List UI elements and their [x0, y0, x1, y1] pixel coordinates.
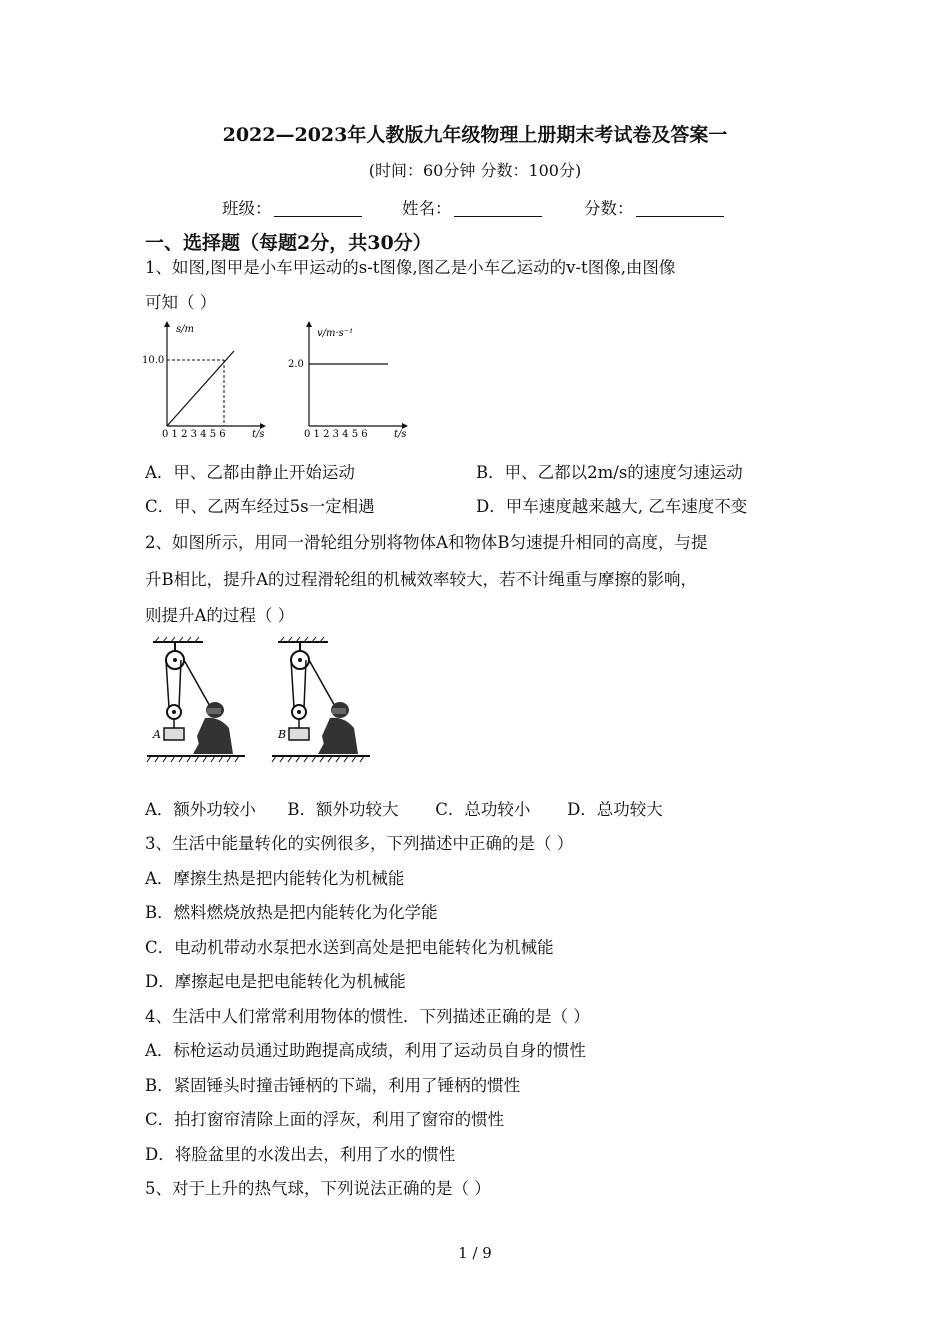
name-label: 姓名： — [402, 199, 452, 218]
vt-y-arrow — [306, 321, 312, 327]
pulley-figure-a — [145, 636, 250, 768]
st-graph — [140, 318, 270, 440]
q2-options: A．额外功较小 B．额外功较大 C．总功较小 D．总功较大 — [145, 800, 663, 819]
st-y-arrow — [164, 321, 170, 327]
section-heading: 一、选择题（每题2分，共30分） — [145, 232, 432, 254]
vt-xticks: 0 1 2 3 4 5 6 — [304, 429, 368, 440]
q2-stem-line2: 升B相比，提升A的过程滑轮组的机械效率较大，若不计绳重与摩擦的影响， — [145, 570, 698, 589]
q1-option-b: B．甲、乙都以2m/s的速度匀速运动 — [476, 463, 743, 482]
object-a-label: A — [153, 728, 161, 741]
q4-option-c: C．拍打窗帘清除上面的浮灰，利用了窗帘的惯性 — [145, 1110, 505, 1129]
q1-stem-line1: 1、如图,图甲是小车甲运动的s-t图像,图乙是小车乙运动的v-t图像,由图像 — [145, 258, 676, 277]
q1-option-a: A．甲、乙都由静止开始运动 — [145, 463, 355, 482]
class-field — [222, 195, 362, 219]
q1-option-d: D．甲车速度越来越大, 乙车速度不变 — [476, 497, 748, 516]
page-number: 1 / 9 — [458, 1244, 492, 1262]
name-blank — [454, 200, 542, 217]
object-b-label: B — [278, 728, 287, 741]
st-ylabel: s/m — [176, 324, 194, 335]
st-xlabel: t/s — [252, 429, 265, 440]
pulley-figure-b — [270, 636, 375, 768]
score-blank — [636, 200, 724, 217]
st-yvalue: 10.0 — [142, 355, 165, 366]
q5-stem: 5、对于上升的热气球，下列说法正确的是（ ） — [145, 1179, 491, 1198]
vt-ylabel: v/m·s⁻¹ — [317, 328, 354, 339]
exam-title: 2022—2023年人教版九年级物理上册期末考试卷及答案一 — [222, 124, 728, 146]
q3-option-d: D．摩擦起电是把电能转化为机械能 — [145, 972, 406, 991]
q2-stem-line1: 2、如图所示，用同一滑轮组分别将物体A和物体B匀速提升相同的高度，与提 — [145, 533, 708, 552]
class-label: 班级： — [222, 199, 272, 218]
q4-option-b: B．紧固锤头时撞击锤柄的下端，利用了锤柄的惯性 — [145, 1076, 521, 1095]
q1-option-c: C．甲、乙两车经过5s一定相遇 — [145, 497, 375, 516]
q4-stem: 4、生活中人们常常利用物体的惯性．下列描述正确的是（ ） — [145, 1007, 590, 1026]
name-field — [402, 195, 542, 219]
vt-xlabel: t/s — [394, 429, 407, 440]
q3-option-a: A．摩擦生热是把内能转化为机械能 — [145, 869, 405, 888]
q3-option-b: B．燃料燃烧放热是把内能转化为化学能 — [145, 903, 438, 922]
class-blank — [274, 200, 362, 217]
q1-stem-line2: 可知（ ） — [145, 293, 217, 312]
score-label: 分数： — [584, 199, 634, 218]
q3-stem: 3、生活中能量转化的实例很多，下列描述中正确的是（ ） — [145, 834, 574, 853]
q3-option-c: C．电动机带动水泵把水送到高处是把电能转化为机械能 — [145, 938, 554, 957]
q2-stem-line3: 则提升A的过程（ ） — [145, 606, 295, 625]
vt-yvalue: 2.0 — [288, 359, 304, 370]
st-xticks: 0 1 2 3 4 5 6 — [162, 429, 226, 440]
exam-subtitle: (时间：60分钟 分数：100分) — [368, 161, 582, 180]
q4-option-d: D．将脸盆里的水泼出去，利用了水的惯性 — [145, 1145, 456, 1164]
score-field — [584, 195, 724, 219]
q4-option-a: A．标枪运动员通过助跑提高成绩，利用了运动员自身的惯性 — [145, 1041, 586, 1060]
vt-graph — [282, 318, 412, 440]
